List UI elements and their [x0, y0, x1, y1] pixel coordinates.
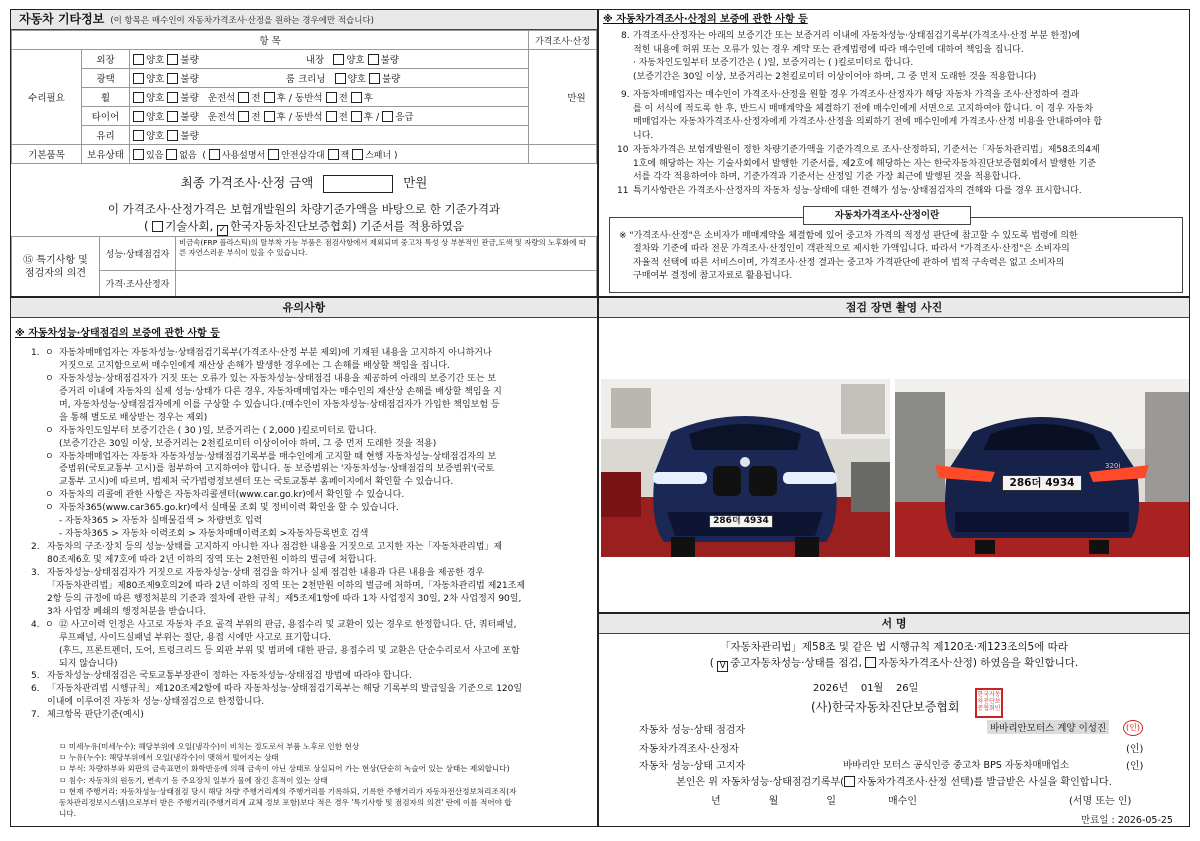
- remarks-price-label: 가격·조사산정자: [100, 271, 176, 297]
- caution-line: [31, 386, 597, 399]
- expiry-date: 만료일 : 2026-05-25: [1081, 815, 1173, 826]
- checkbox[interactable]: [368, 54, 379, 65]
- standard-line-1: 이 가격조사·산정가격은 보험개발원의 차량기준가액을 바탕으로 한 기준가격과: [107, 202, 501, 216]
- checkbox[interactable]: [133, 73, 144, 84]
- criteria-item: ㅁ 미세누유(미세누수): 해당부위에 오일(냉각수)이 비치는 정도로서 부품 노후로 인한 현상: [59, 742, 360, 751]
- caution-line: [31, 438, 597, 451]
- checkbox[interactable]: [264, 92, 275, 103]
- caution-line-bullet: ㅇ: [45, 425, 54, 436]
- caution-line-number: 1.: [31, 348, 40, 358]
- checkbox[interactable]: [382, 111, 393, 122]
- signature-panel: [598, 613, 1190, 827]
- price-warranty-title: ※ 자동차가격조사·산정의 보증에 관한 사항 등: [603, 14, 808, 25]
- rear-badge: 320i: [1105, 462, 1121, 470]
- caution-line-text: - 자동차365 > 자동차 이력조회 > 자동차매매이력조회 >자동차등록번호 검색: [59, 529, 369, 540]
- checkbox-engineers[interactable]: [152, 221, 163, 232]
- repair-needed-label: 수리필요: [12, 50, 82, 145]
- checkbox[interactable]: [238, 111, 249, 122]
- caution-criteria-list: [59, 741, 597, 819]
- photos-header: 점검 장면 촬영 사진: [599, 298, 1189, 318]
- inspector-value: 바바리안모터스 계양 이성진: [987, 720, 1109, 734]
- criteria-item: ㅁ 현재 주행거리: 자동차성능·상태점검 당시 해당 차량 주행거리계의 주행거리를 기록하되, 기록한 주행거리가 자동차전산정보처리조직(자: [59, 786, 517, 796]
- checkbox-price[interactable]: [865, 657, 876, 668]
- vehicle-other-info-subtitle: (이 항목은 매수인이 자동차가격조사·산정을 원하는 경우에만 적습니다): [110, 16, 374, 26]
- remarks-label: ⑮ 특기사항 및 점검자의 의견: [12, 237, 100, 297]
- caution-line-bullet: ㅇ: [45, 348, 54, 358]
- caution-panel: [10, 297, 598, 827]
- price-assessor-label: 자동차가격조사·산정자: [639, 744, 739, 755]
- price-p9: 9. 자동차매매업자는 매수인이 가격조사·산정을 원할 경우 가격조사·산정자가 해당 자동차 가격을 조사·산정하여 결과 를 이 서식에 적도록 한 후, 반드시 매매계약을 체결하기 전에 매수인에게 서면으로 고지하여야 합니다. 이 경우 자동차 매매업자는 자동차가격조사·산정자에게 가격조사·산정을 의뢰하기 전에 매수인에게 가격조사·산정 비용을 안내하여야 합 니다.: [621, 90, 1103, 141]
- notifier-label: 자동차 성능·상태 고지자: [639, 761, 746, 772]
- caution-line: [31, 373, 597, 386]
- checkbox[interactable]: [133, 149, 144, 160]
- caution-line-text: 자동차성능·상태점검자가 거짓 또는 오류가 있는 자동차성능·상태점검 내용을 제공하여 아래의 보증기간 또는 보: [59, 373, 497, 384]
- caution-line-text: 80조제6호 및 제7호에 따라 2년 이하의 징역 또는 2천만원 이하의 벌금에 처합니다.: [47, 555, 377, 565]
- caution-line: [31, 425, 597, 438]
- caution-line: [31, 399, 597, 412]
- association-stamp: 한국자동차진단보증협회인: [975, 688, 1003, 718]
- checkbox[interactable]: [133, 111, 144, 122]
- remarks-perf-label: 성능·상태점검자: [100, 237, 176, 271]
- basic-items-checks: 있음 없음 ( 사용설명서 안전삼각대 잭 스패너 ): [130, 145, 529, 164]
- caution-line-text: ⑫ 사고이력 인정은 사고로 자동차 주요 골격 부위의 판금, 용접수리 및 교환이 있는 경우로 한정합니다. 단, 쿼터패널,: [59, 619, 517, 630]
- caution-line-text: 증거리 이내에 자동차의 실제 성능·상태가 다른 경우, 자동차매매업자는 매수인의 재산상 손해를 배상할 책임을 지: [59, 386, 502, 397]
- caution-line-text: 자동차인도일부터 보증기간은 ( 30 )일, 보증거리는 ( 2,000 )킬로미터로 합니다.: [59, 425, 377, 436]
- caution-line: [31, 360, 597, 373]
- row-room-cleaning-label: 룸 크리닝: [285, 74, 326, 85]
- checkbox[interactable]: [133, 54, 144, 65]
- row-wheel-checks: 양호 불량 운전석 전 후 / 동반석 전 후: [130, 88, 529, 107]
- caution-line: [31, 593, 597, 606]
- row-glass-checks: 양호 불량: [130, 126, 529, 145]
- remarks-perf-text: 비금속(FRP 플라스틱)의 탈부착 가능 부품은 점검사항에서 제외되며 중고차 특성 상 부분적인 판금,도색 및 자량의 노후화에 따른 자연스러운 부식이 있을 수 있습니다.: [176, 237, 597, 271]
- caution-header: 유의사항: [11, 298, 597, 318]
- caution-line-text: 을 통해 별도로 배상받는 경우는 제외): [59, 412, 208, 423]
- repair-price-unit: 만원: [567, 93, 586, 104]
- criteria-item: ㅁ 누유(누수): 해당부위에서 오일(냉각수)이 맺혀서 떨어지는 상태: [59, 753, 279, 763]
- checkbox-association[interactable]: ✓: [218, 225, 227, 235]
- checkbox[interactable]: [167, 92, 178, 103]
- row-tire-label: 타이어: [82, 107, 130, 126]
- price-definition-text: ※ "가격조사·산정"은 소비자가 매매계약을 체결함에 있어 중고차 가격의 적정성 판단에 참고할 수 있도록 법령에 의한 절차와 기준에 따라 전문 가격조사·산정인이 객관적으로 제시한 가액입니다. 따라서 "가격조사·산정"은 소비자의 자율적 선택에 따른 서비스이며, 가격조사·산정 결과는 중고차 가격판단에 관하여 법적 구속력은 없고 소비자의 구매여부 결정에 참고자료로 활용됩니다.: [619, 231, 1078, 282]
- row-gloss-label: 광택: [82, 69, 130, 88]
- caution-line-text: 자동차성능·상태점검은 국토교통부장관이 정하는 자동차성능·상태점검 방법에 따라야 합니다.: [47, 671, 412, 682]
- front-car-illustration: [601, 322, 890, 612]
- caution-line-text: 자동차365(www.car365.go.kr)에서 실매물 조회 및 정비이력 확인을 할 수 있습니다.: [59, 503, 399, 514]
- row-wheel-label: 휠: [82, 88, 130, 107]
- caution-line-text: 자동차의 리콜에 관한 사항은 자동차리콜센터(www.car.go.kr)에서 확인할 수 있습니다.: [59, 490, 405, 501]
- caution-line-number: 7.: [31, 710, 40, 721]
- caution-line-text: 2항 등의 규정에 따른 행정처분의 기준과 절차에 관한 규칙」제5조제1항에 따라 1차 사업정지 30일, 2차 사업정지 90일,: [47, 593, 522, 604]
- final-price-unit: 만원: [403, 175, 428, 190]
- row-exterior-label: 외장: [82, 50, 130, 69]
- checkbox[interactable]: [209, 149, 220, 160]
- caution-line: [31, 645, 597, 658]
- checkbox[interactable]: [326, 111, 337, 122]
- col-item-header: 항 목: [12, 31, 529, 50]
- caution-line-text: 되지 않습니다): [59, 658, 118, 669]
- standard-line-2: ( 기술사회, ✓ 한국자동차진단보증협회) 기준서를 적용하였음: [144, 219, 464, 235]
- caution-line: [31, 451, 597, 464]
- criteria-item: 동차관리정보시스템)으로부터 받은 주행거리(주행거리계 교체 정보 포함)보다 적은 경우 '특기사항 및 점검자의 의견' 란에 이를 적어야 합: [59, 798, 512, 808]
- caution-line-text: 자동차의 구조·장치 등의 성능·상태를 고지하지 아니한 자나 점검한 내용을 거짓으로 고지한 자는「자동차관리법」제: [47, 542, 503, 553]
- front-car-photo: [601, 322, 890, 612]
- vehicle-other-info-header: [11, 10, 597, 30]
- remarks-table: [11, 236, 597, 297]
- price-assessor-seal: (인): [1126, 744, 1144, 755]
- caution-line-number: 5.: [31, 671, 40, 682]
- notifier-seal: (인): [1126, 761, 1144, 772]
- buyer-sign-label: (서명 또는 인): [1069, 796, 1132, 807]
- row-exterior-checks: 양호 불량 내장 양호 불량: [130, 50, 529, 69]
- caution-line-bullet: ㅇ: [45, 503, 54, 514]
- checkbox[interactable]: [133, 92, 144, 103]
- caution-line-number: 3.: [31, 567, 40, 578]
- caution-line-text: 3차 사업장 폐쇄의 행정처분을 받습니다.: [47, 606, 207, 617]
- caution-line: [31, 412, 597, 425]
- caution-line: [31, 696, 597, 709]
- caution-line-text: 「자동차관리법」제80조제9호의2에 따라 2년 이하의 징역 또는 2천만원 이하의 벌금에 처하며,「자동차관리법 제21조제: [47, 580, 526, 591]
- checkbox-performance[interactable]: V: [717, 661, 728, 672]
- checkbox[interactable]: [166, 149, 177, 160]
- caution-line: [31, 528, 597, 541]
- caution-line-text: - 자동차365 > 자동차 실매물검색 > 차량번호 입력: [59, 516, 263, 527]
- signature-date: 2026년 01월 26일: [813, 683, 919, 694]
- final-price-input[interactable]: [323, 175, 393, 193]
- signature-org: (사)한국자동차진단보증협회: [811, 700, 960, 714]
- caution-line: [31, 463, 597, 476]
- caution-line: [31, 709, 597, 722]
- caution-line-text: 「자동차관리법 시행규칙」제120조제2항에 따라 자동차성능·상태점검기록부는 해당 기록부의 발급일을 기준으로 120일: [47, 684, 523, 695]
- caution-line: [31, 683, 597, 696]
- price-p11: 11 특기사항란은 가격조사·산정자의 자동차 성능·상태에 대한 견해가 성능·상태점검자의 견해와 다를 경우 표시합니다.: [617, 186, 1082, 196]
- price-p8: 8. 가격조사·산정자는 아래의 보증기간 또는 보증거리 이내에 자동차성능·상태점검기록부(가격조사·산정 부분 한정)에 적힌 내용에 허위 또는 오류가 있는 경우 계약 또는 관계법령에 따라 매수인에 대하여 책임을 집니다. · 자동차인도일부터 보증기간은 ( )일, 보증거리는 ( )킬로미터로 합니다. (보증기간은 30일 이상, 보증거리는 2천킬로미터 이상이어야 하며, 그 중 먼저 도래한 것을 적용합니다): [621, 31, 1081, 82]
- repair-price-cell: [529, 50, 597, 145]
- caution-line-text: 증범위(국토교통부 고시)를 첨부하여 고지하여야 합니다. 동 보증범위는 '자동차성능·상태점검의 보증범위'(국토: [59, 464, 495, 475]
- checkbox[interactable]: [351, 92, 362, 103]
- rear-car-illustration: [895, 322, 1189, 612]
- caution-line: [31, 489, 597, 502]
- caution-line: [31, 554, 597, 567]
- basic-items-label: 기본품목: [12, 145, 82, 164]
- front-license-plate: 286더 4934: [709, 515, 773, 528]
- criteria-item: ㅁ 부식: 차량하부와 외판의 금속표면이 화학반응에 의해 금속이 아닌 상태로 상실되어 가는 현상(단순히 녹슬어 있는 상태는 제외합니다): [59, 764, 510, 774]
- caution-line-text: 교통부 고시)에 따르며, 법제처 국가법령정보센터 또는 국토교통부 홈페이지에서 확인할 수 있습니다.: [59, 477, 454, 488]
- price-warranty-panel: [598, 9, 1190, 297]
- price-definition-title: 자동차가격조사·산정이란: [803, 206, 971, 225]
- checkbox[interactable]: [328, 149, 339, 160]
- caution-line: [31, 606, 597, 619]
- checkbox[interactable]: [167, 111, 178, 122]
- caution-line: [31, 347, 597, 360]
- caution-line-text: 거짓으로 고지함으로써 매수인에게 재산상 손해가 발생한 경우에는 그 손해를 배상할 책임을 집니다.: [59, 360, 450, 371]
- remarks-price-text: [176, 271, 597, 297]
- rear-license-plate: 286더 4934: [1002, 475, 1082, 491]
- caution-line: [31, 580, 597, 593]
- checkbox[interactable]: [167, 130, 178, 141]
- final-price-label: 최종 가격조사·산정 금액: [180, 175, 314, 190]
- signature-law-line: 「자동차관리법」제58조 및 같은 법 시행규칙 제120조·제123조의5에 따라: [720, 641, 1068, 653]
- caution-line-number: 2.: [31, 542, 40, 553]
- criteria-item: 니다.: [59, 809, 77, 819]
- signature-check-line: ( V 중고자동차성능·상태를 점검, 자동차가격조사·산정) 하였음을 확인합니다.: [709, 657, 1079, 671]
- caution-line-number: 4.: [31, 619, 40, 630]
- caution-line-text: (후드, 프론트펜더, 도어, 트렁크리드 등 외판 부위 및 범퍼에 대한 판금, 용접수리 및 교환은 단순수리로서 사고에 포함: [59, 645, 520, 656]
- photos-panel: [598, 297, 1190, 613]
- vehicle-other-info-title: 자동차 기타정보: [19, 12, 105, 26]
- notifier-value: 바바리안 모터스 공식인증 중고차 BPS 자동차매매업소: [843, 760, 1070, 771]
- caution-line-bullet: ㅇ: [45, 451, 54, 462]
- checkbox[interactable]: [167, 73, 178, 84]
- caution-line: [31, 502, 597, 515]
- inspector-label: 자동차 성능·상태 점검자: [639, 725, 746, 736]
- checkbox[interactable]: [238, 92, 249, 103]
- col-price-header: 가격조사·산정: [529, 31, 597, 50]
- checkbox[interactable]: [264, 111, 275, 122]
- caution-list: [31, 347, 597, 722]
- row-interior-label: 내장: [305, 55, 325, 66]
- price-p10: 10 자동차가격은 보험개발원이 정한 차량기준가액을 기준가격으로 조사·산정하되, 기준서는「자동차관리법」제58조의4제 1호에 해당하는 자는 기술사회에서 발행한 기준서를, 제2호에 해당하는 자는 한국자동차진단보증협회에서 발행한 기준 서를 각각 적용하여야 하며, 기준가격과 기준서는 산정일 기준 가장 최근에 발행된 것을 적용합니다.: [617, 145, 1100, 182]
- caution-line: [31, 515, 597, 528]
- rear-car-photo: [895, 322, 1189, 612]
- inspector-seal: (인): [1123, 720, 1143, 736]
- caution-line: [31, 670, 597, 683]
- checkbox[interactable]: [351, 111, 362, 122]
- caution-line-text: 자동차매매업자는 자동차 자동차성능·상태점검기록부를 매수인에게 고지할 때 현행 자동차성능·상태점검자의 보: [59, 451, 497, 462]
- checkbox[interactable]: [333, 54, 344, 65]
- checkbox[interactable]: [268, 149, 279, 160]
- caution-line-text: 자동차매매업자는 자동차성능·상태점검기록부(가격조사·산정 부분 제외)에 기재된 내용을 고지하지 아니하거나: [59, 348, 492, 358]
- checkbox[interactable]: [352, 149, 363, 160]
- caution-line-text: 이내에 이루어진 자동차 성능·상태점검으로 한정합니다.: [47, 697, 265, 708]
- repair-table: [11, 30, 597, 164]
- receipt-line: 본인은 위 자동차성능·상태점검기록부( 자동차가격조사·산정 선택)를 발급받은 사실을 확인합니다.: [676, 777, 1112, 788]
- caution-line-bullet: ㅇ: [45, 373, 54, 384]
- caution-line: [31, 567, 597, 580]
- checkbox[interactable]: [133, 130, 144, 141]
- caution-line-text: 루프패널, 사이드실패널 부위는 절단, 용접 시에만 사고로 표기합니다.: [59, 632, 332, 643]
- row-glass-label: 유리: [82, 126, 130, 145]
- caution-line-text: 자동차성능·상태점검자가 거짓으로 자동차성능·상태 점검을 하거나 실제 점검한 내용과 다른 내용을 제공한 경우: [47, 567, 485, 578]
- caution-line: [31, 658, 597, 671]
- caution-section-title: ※ 자동차성능·상태점검의 보증에 관한 사항 등: [15, 328, 220, 339]
- caution-line: [31, 476, 597, 489]
- caution-line-bullet: ㅇ: [45, 619, 54, 630]
- caution-line-number: 6.: [31, 684, 40, 695]
- checkbox-receipt-price[interactable]: [844, 776, 855, 787]
- checkbox[interactable]: [335, 73, 346, 84]
- basic-price-cell: [529, 145, 597, 164]
- row-tire-checks: 양호 불량 운전석 전 후 / 동반석 전 후 / 응급: [130, 107, 529, 126]
- caution-line-bullet: ㅇ: [45, 490, 54, 501]
- row-gloss-checks: 양호 불량 룸 크리닝 양호 불량: [130, 69, 529, 88]
- vehicle-other-info-panel: [10, 9, 598, 297]
- caution-line: [31, 632, 597, 645]
- caution-line: [31, 541, 597, 554]
- caution-line: [31, 619, 597, 632]
- caution-line-text: (보증기간은 30일 이상, 보증거리는 2천킬로미터 이상이어야 하며, 그 중 먼저 도래한 것을 적용): [59, 438, 437, 449]
- caution-line-text: 체크항목 판단기준(예시): [47, 710, 144, 721]
- caution-line-text: 며, 자동차성능·상태점검자에게 이를 구상할 수 있습니다.(매수인이 자동차성능·상태점검자가 가입한 책임보험 등: [59, 399, 500, 410]
- basic-owned-label: 보유상태: [82, 145, 130, 164]
- receipt-date: 년 월 일 매수인: [711, 796, 917, 807]
- checkbox[interactable]: [326, 92, 337, 103]
- checkbox[interactable]: [369, 73, 380, 84]
- signature-header: 서 명: [599, 614, 1189, 634]
- checkbox[interactable]: [167, 54, 178, 65]
- final-price-row: [11, 173, 597, 193]
- criteria-item: ㅁ 침수: 자동차의 원동기, 변속기 등 주요장치 일부가 물에 잠긴 흔적이 있는 상태: [59, 775, 328, 785]
